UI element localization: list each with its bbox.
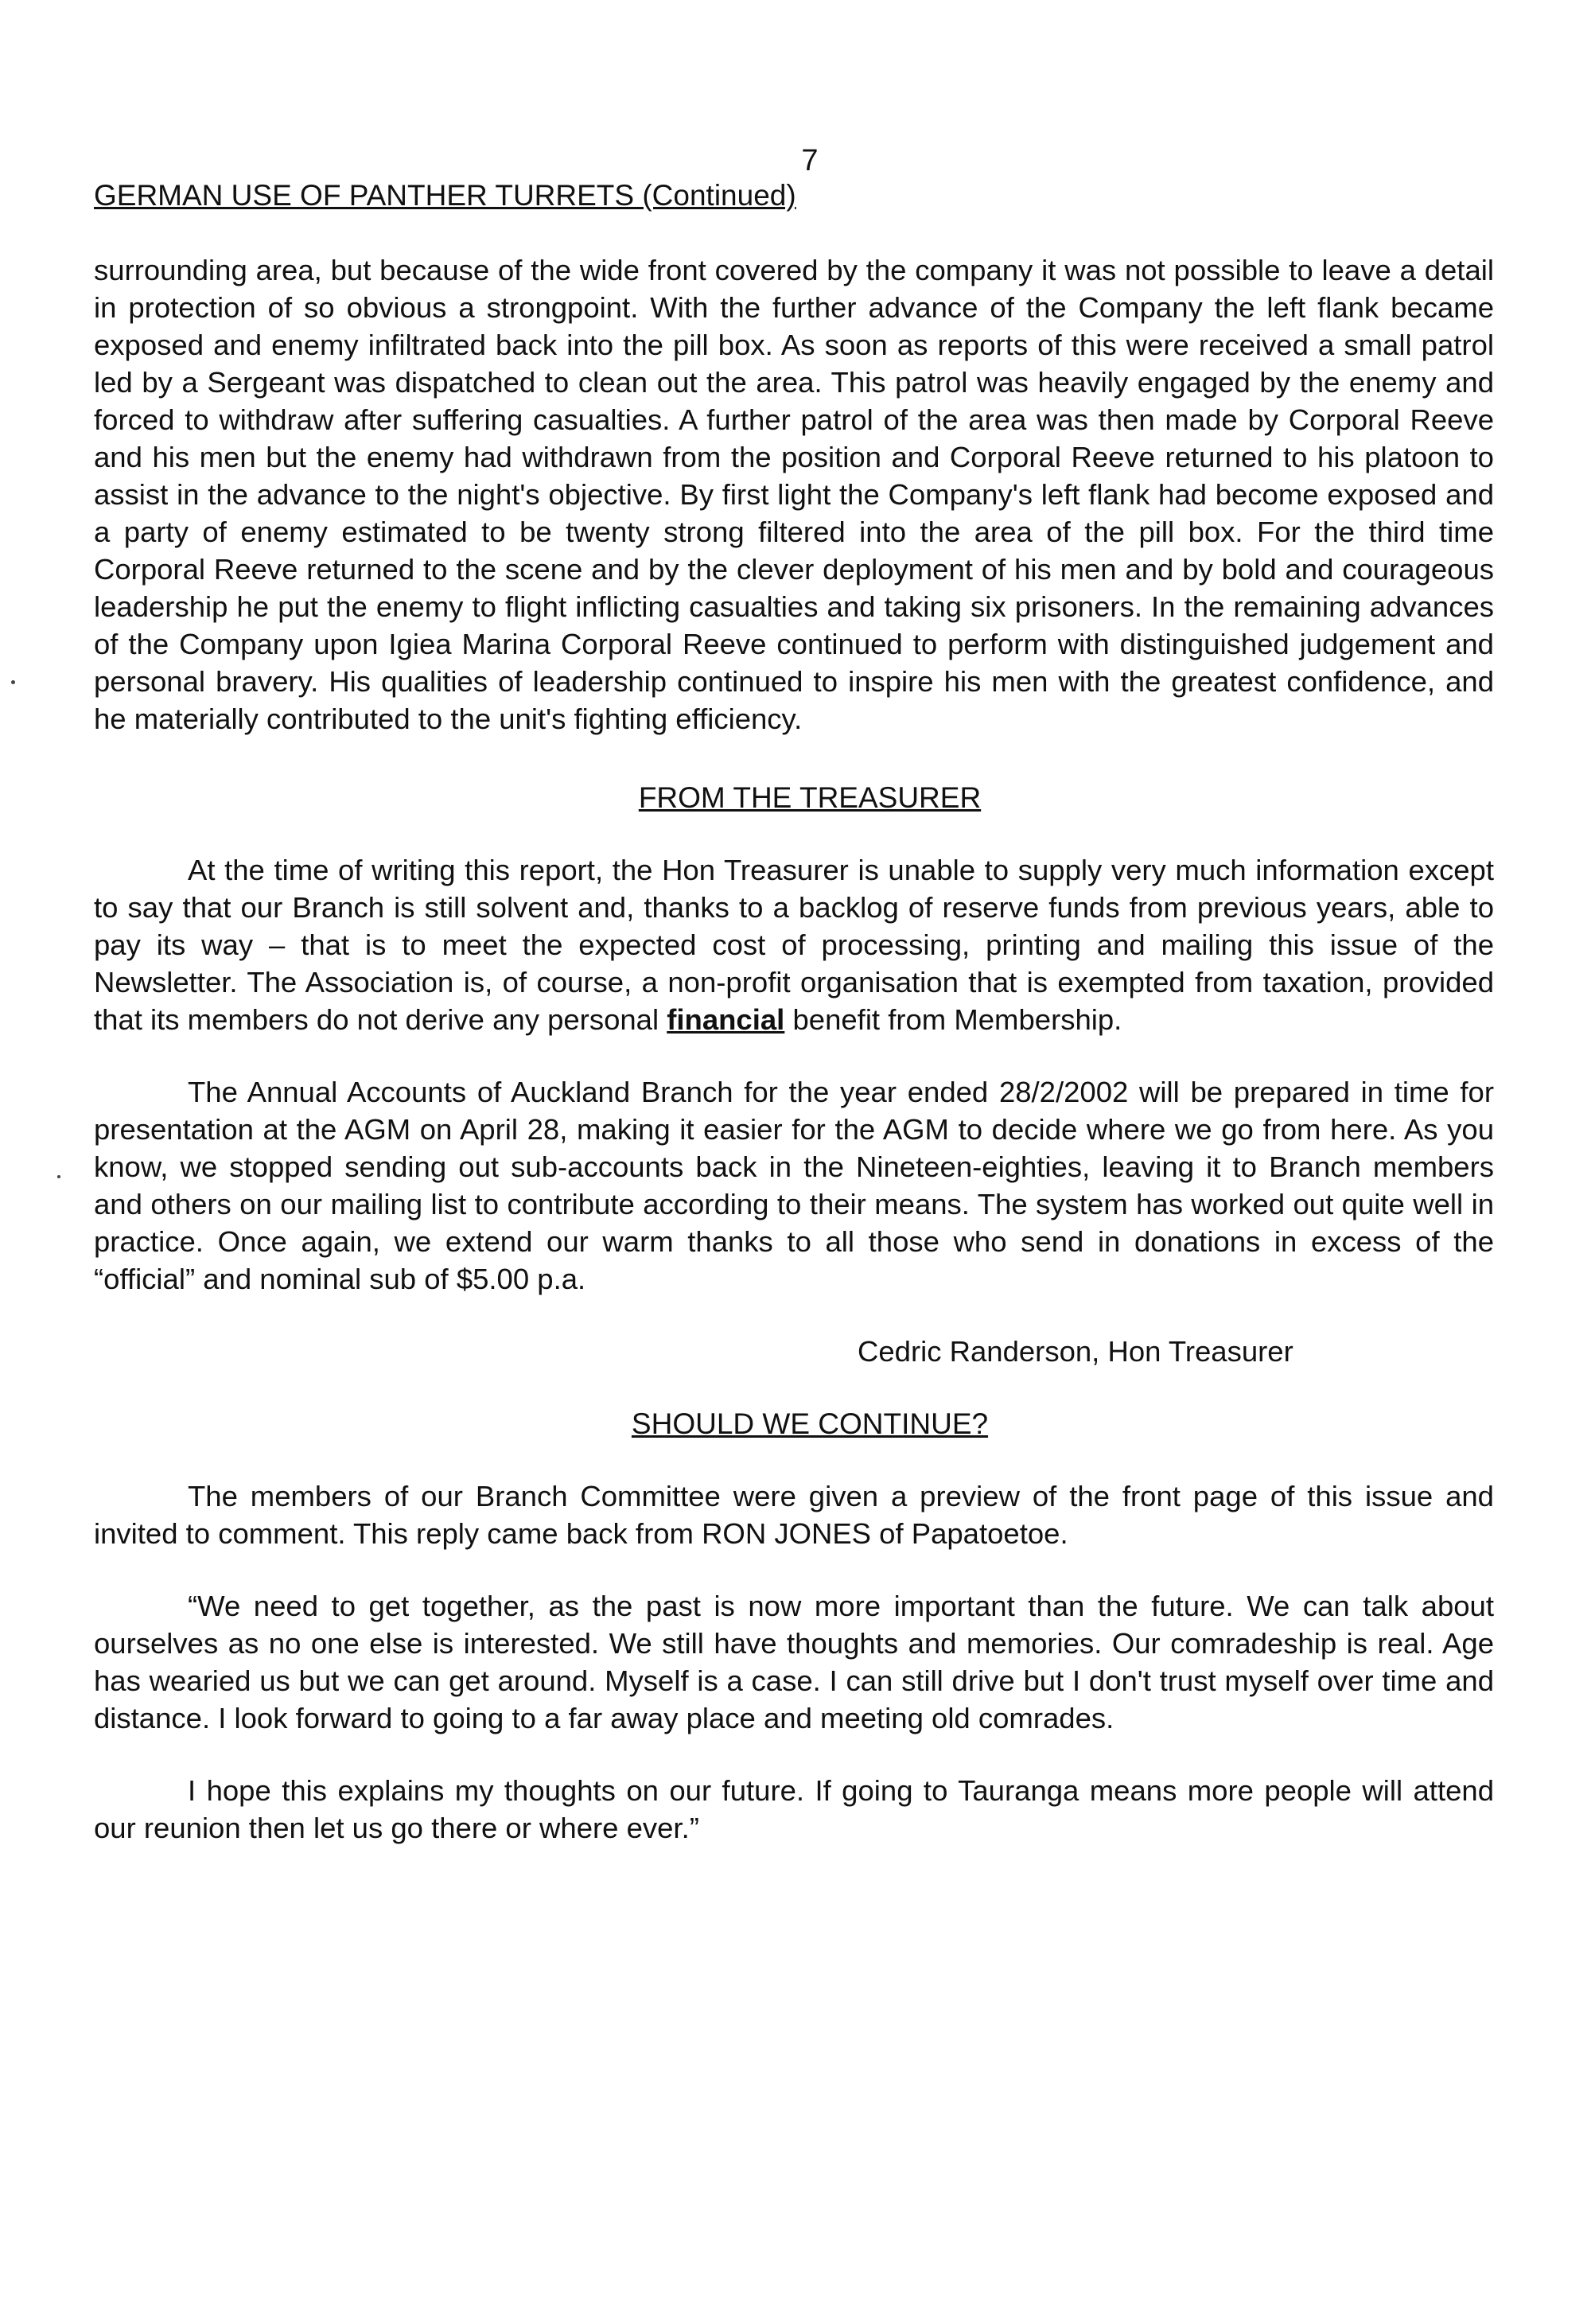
page-content [94,143,1494,1847]
treasurer-paragraph-1 [94,851,1494,1038]
scan-speck [11,680,15,684]
continue-paragraph-1: The members of our Branch Committee were given a preview of the front page of this issue and invited to comment. This reply came back from RON JONES of Papatoetoe. [94,1480,1494,1550]
treasurer-signature: Cedric Randerson, Hon Treasurer [858,1335,1293,1368]
continue-heading: SHOULD WE CONTINUE? [631,1407,989,1440]
page-number: 7 [801,144,819,177]
scan-speck [57,1175,60,1178]
financial-emphasis: financial [667,1003,785,1036]
treasurer-paragraph-1-text: At the time of writing this report, the Hon Treasurer is unable to supply very much information except to say that our Branch is still solvent and, thanks to a backlog of reserve funds from previous years, able to pay its way – that is to meet the expected cost of processing, printing and mailing this issue of the Newsletter. The Association is, of course, a non-profit organisation that is exempted from taxation, provided that its members do not derive any personal [94,854,1494,1036]
continued-article-paragraph: surrounding area, but because of the wide front covered by the company it was not possible to leave a detail in protection of so obvious a strongpoint. With the further advance of the Company the left flank became exposed and enemy infiltrated back into the pill box. As soon as reports of this were received a small patrol led by a Sergeant was dispatched to clean out the area. This patrol was heavily engaged by the enemy and forced to withdraw after suffering casualties. A further patrol of the area was then made by Corporal Reeve and his men but the enemy had withdrawn from the position and Corporal Reeve returned to his platoon to assist in the advance to the night's objective. By first light the Company's left flank had become exposed and a party of enemy estimated to be twenty strong filtered into the area of the pill box. For the third time Corporal Reeve returned to the scene and by the clever deployment of his men and by bold and courageous leadership he put the enemy to flight inflicting casualties and taking six prisoners. In the remaining advances of the Company upon Igiea Marina Corporal Reeve continued to perform with distinguished judgement and personal bravery. His qualities of leadership continued to inspire his men with the greatest confidence, and he materially contributed to the unit's fighting efficiency. [94,254,1494,735]
treasurer-paragraph-1-end: benefit from Membership. [792,1003,1122,1036]
running-title: GERMAN USE OF PANTHER TURRETS (Continued) [94,179,796,212]
treasurer-paragraph-2: The Annual Accounts of Auckland Branch for the year ended 28/2/2002 will be prepared in time for presentation at the AGM on April 28, making it easier for the AGM to decide where we go from here. As you know, we stopped sending out sub-accounts back in the Nineteen-eighties, leaving it to Branch members and others on our mailing list to contribute according to their means. The system has worked out quite well in practice. Once again, we extend our warm thanks to all those who send in donations in excess of the “official” and nominal sub of $5.00 p.a. [94,1076,1494,1295]
treasurer-heading: FROM THE TREASURER [638,781,982,814]
ron-jones-quote-paragraph: “We need to get together, as the past is now more important than the future. We can talk about ourselves as no one else is interested. We still have thoughts and memories. Our comradeship is real. Age has wearied us but we can get around. Myself is a case. I can still drive but I don't trust myself over time and distance. I look forward to going to a far away place and meeting old comrades. [94,1590,1494,1734]
ron-jones-closing-paragraph: I hope this explains my thoughts on our future. If going to Tauranga means more people will attend our reunion then let us go there or where ever.” [94,1774,1494,1844]
